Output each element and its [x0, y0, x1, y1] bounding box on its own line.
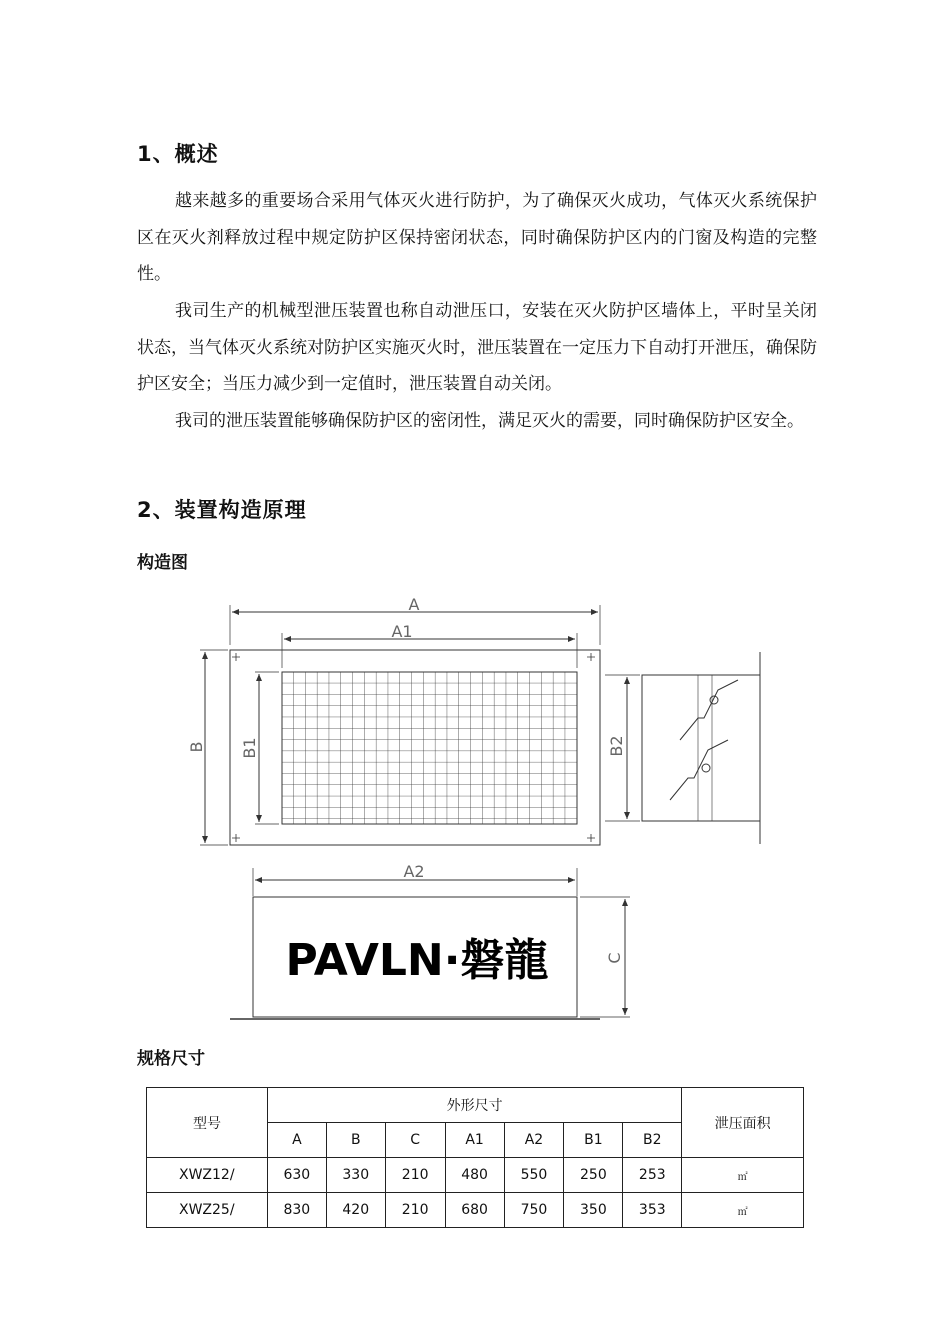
dim-header: B2: [623, 1123, 682, 1158]
intro-paragraph-1: 越来越多的重要场合采用气体灭火进行防护，为了确保灭火成功，气体灭火系统保护区在灭火剂释放过程中规定防护区保持密闭状态，同时确保防护区内的门窗及构造的完整性。: [137, 191, 817, 284]
diagram-title: 构造图: [137, 553, 188, 573]
section2-heading: 2、装置构造原理: [137, 498, 307, 522]
value-cell: 830: [267, 1193, 326, 1228]
outer-dimension-header: 外形尺寸: [267, 1088, 681, 1123]
dim-label-a2: A2: [403, 862, 425, 881]
dim-header: A2: [504, 1123, 564, 1158]
value-cell: 680: [445, 1193, 504, 1228]
area-cell: ㎡: [682, 1193, 804, 1228]
value-cell: 750: [504, 1193, 564, 1228]
spec-table: [146, 1087, 804, 1228]
structure-diagram: [0, 580, 950, 1030]
dim-header: A: [267, 1123, 326, 1158]
dim-label-c: C: [605, 952, 624, 964]
value-cell: 630: [267, 1158, 326, 1193]
area-cell: ㎡: [682, 1158, 804, 1193]
value-cell: 250: [564, 1158, 623, 1193]
table-row: [147, 1193, 804, 1228]
model-cell: XWZ12/: [147, 1158, 268, 1193]
table-row: [147, 1158, 804, 1193]
value-cell: 480: [445, 1158, 504, 1193]
dim-label-a1: A1: [391, 622, 413, 641]
intro-paragraph-3: 我司的泄压装置能够确保防护区的密闭性，满足灭火的需要，同时确保防护区安全。: [175, 411, 804, 431]
dim-header: C: [385, 1123, 445, 1158]
value-cell: 420: [326, 1193, 385, 1228]
value-cell: 353: [623, 1193, 682, 1228]
dim-label-b: B: [187, 741, 206, 753]
spec-title: 规格尺寸: [137, 1049, 205, 1069]
area-header: 泄压面积: [682, 1088, 804, 1158]
intro-paragraph-2: 我司生产的机械型泄压装置也称自动泄压口，安装在灭火防护区墙体上，平时呈关闭状态，当气体灭火系统对防护区实施灭火时，泄压装置在一定压力下自动打开泄压，确保防护区安全；当压力减少到一定值时，泄压装置自动关闭。: [137, 301, 817, 394]
model-cell: XWZ25/: [147, 1193, 268, 1228]
value-cell: 350: [564, 1193, 623, 1228]
dim-header: B1: [564, 1123, 623, 1158]
value-cell: 550: [504, 1158, 564, 1193]
dim-header: A1: [445, 1123, 504, 1158]
dim-header: B: [326, 1123, 385, 1158]
dim-label-b2: B2: [607, 735, 626, 757]
side-body: [642, 675, 760, 821]
value-cell: 210: [385, 1193, 445, 1228]
dim-label-a: A: [408, 595, 420, 614]
value-cell: 253: [623, 1158, 682, 1193]
brand-logo: PAVLN·磐龍: [285, 935, 549, 986]
section1-heading: 1、概述: [137, 142, 219, 166]
dim-label-b1: B1: [240, 737, 259, 759]
model-header: 型号: [147, 1088, 268, 1158]
grille: [282, 672, 577, 824]
value-cell: 210: [385, 1158, 445, 1193]
value-cell: 330: [326, 1158, 385, 1193]
